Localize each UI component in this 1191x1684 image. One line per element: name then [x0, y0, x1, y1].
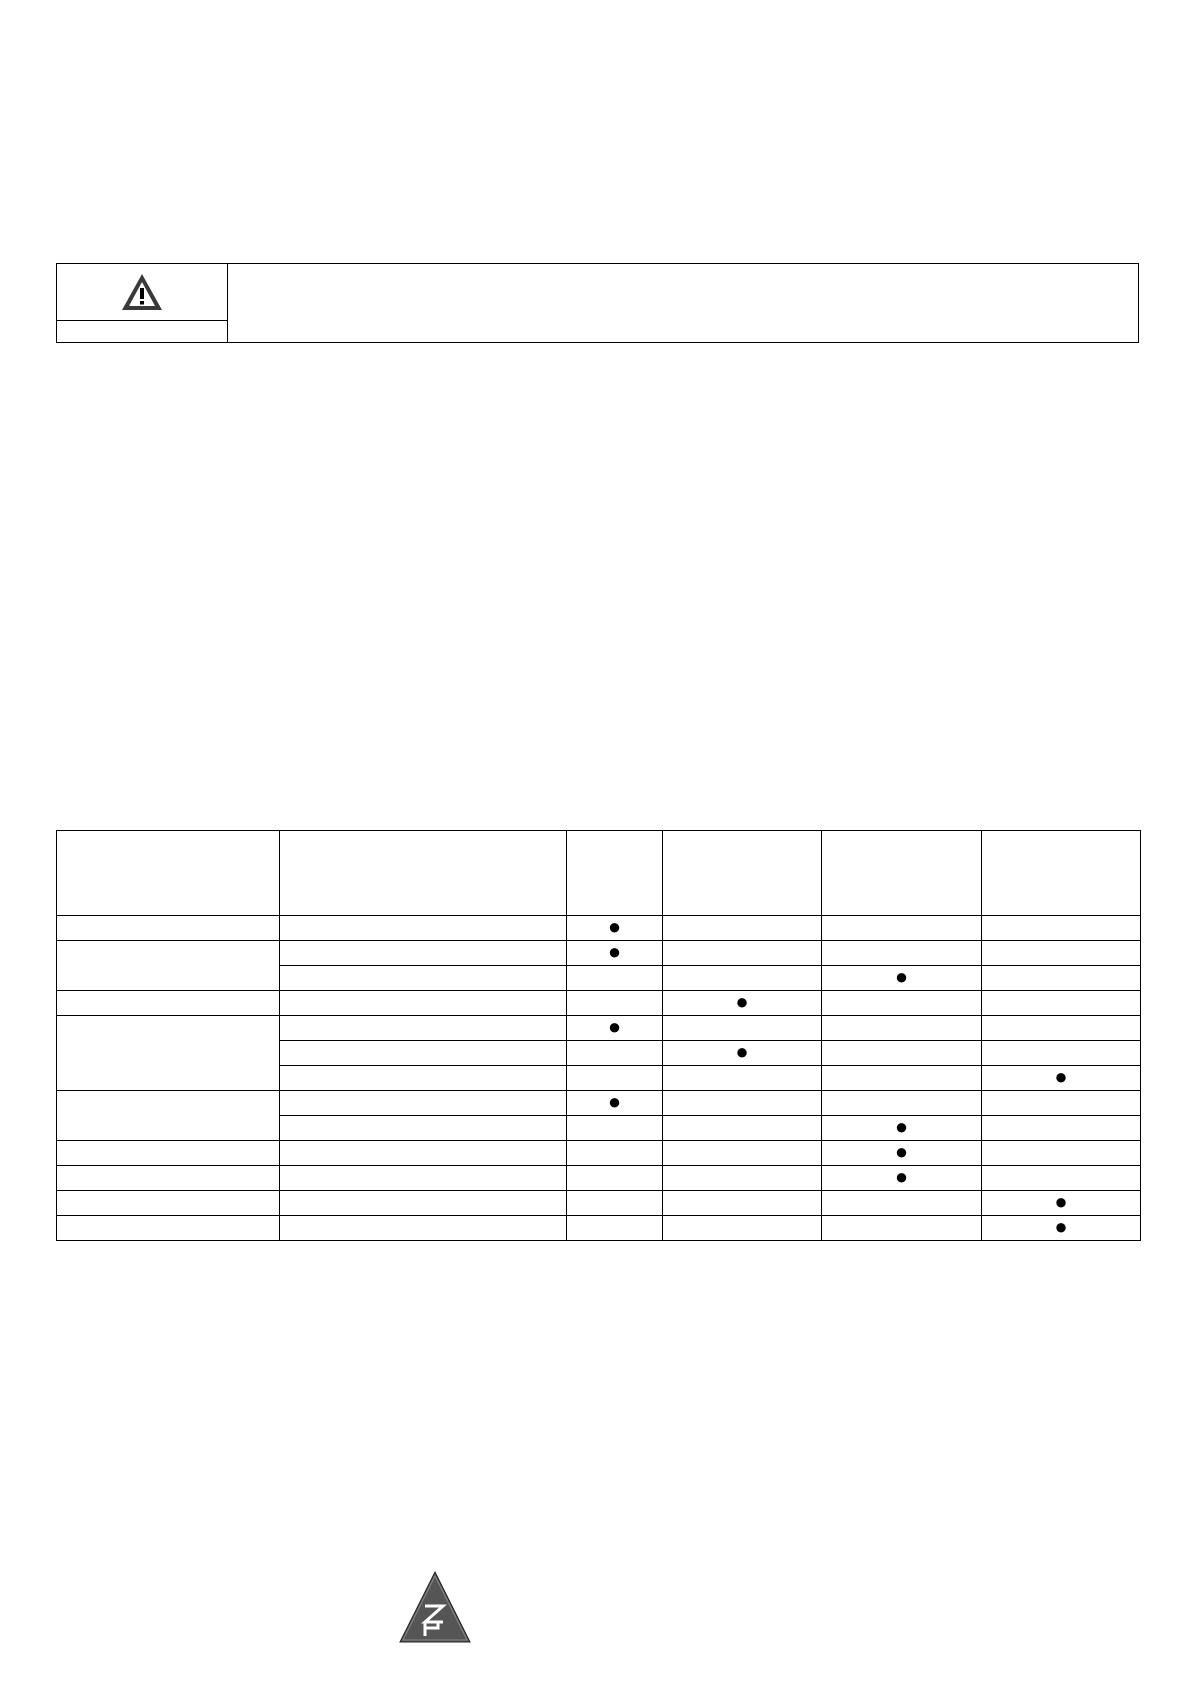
interval-cell: [982, 1116, 1141, 1141]
action-cell: [280, 1016, 567, 1041]
interval-cell: [567, 1066, 663, 1091]
action-cell: [280, 1191, 567, 1216]
action-cell: [280, 1091, 567, 1116]
header-cell-action: [280, 831, 567, 916]
interval-cell: [663, 1091, 822, 1116]
check-dot: ●: [735, 1039, 749, 1064]
table-row: [57, 1016, 1141, 1041]
interval-cell: [567, 1191, 663, 1216]
check-dot: ●: [607, 939, 622, 964]
interval-cell: [663, 1191, 822, 1216]
interval-cell: [567, 1141, 663, 1166]
action-cell: [280, 1066, 567, 1091]
check-dot: ●: [607, 1014, 622, 1039]
header-cell-item: [57, 831, 280, 916]
interval-cell: [663, 941, 822, 966]
interval-cell: [822, 1041, 982, 1066]
header-cell-interval-2: [663, 831, 822, 916]
action-cell: [280, 966, 567, 991]
brand-triangle-logo: [398, 1570, 472, 1644]
interval-cell: [663, 1066, 822, 1091]
interval-cell: [567, 1116, 663, 1141]
interval-cell: [822, 1166, 982, 1191]
table-header-row: [57, 831, 1141, 916]
check-dot: ●: [894, 964, 909, 989]
action-cell: [280, 941, 567, 966]
item-cell: [57, 916, 280, 941]
check-dot: ●: [894, 1164, 909, 1189]
check-dot: ●: [607, 914, 622, 939]
check-dot: ●: [1054, 1214, 1068, 1239]
interval-cell: [822, 1141, 982, 1166]
item-cell: [57, 941, 280, 991]
interval-cell: [567, 916, 663, 941]
warning-label-cell: [57, 321, 228, 343]
interval-cell: [663, 991, 822, 1016]
header-cell-interval-3: [822, 831, 982, 916]
interval-cell: [822, 1116, 982, 1141]
maintenance-schedule-table: [56, 830, 1141, 1241]
interval-cell: [822, 991, 982, 1016]
interval-cell: [567, 991, 663, 1016]
table-row: [57, 1166, 1141, 1191]
warning-triangle-icon: [120, 272, 164, 312]
interval-cell: [822, 1066, 982, 1091]
check-dot: ●: [1054, 1064, 1068, 1089]
interval-cell: [982, 1091, 1141, 1116]
table-row: [57, 1191, 1141, 1216]
interval-cell: [822, 1091, 982, 1116]
warning-text-cell: [228, 264, 1138, 342]
check-dot: ●: [894, 1139, 909, 1164]
table-row: [57, 941, 1141, 966]
action-cell: [280, 1166, 567, 1191]
interval-cell: [663, 1116, 822, 1141]
interval-cell: [982, 1016, 1141, 1041]
interval-cell: [982, 991, 1141, 1016]
check-dot: ●: [607, 1089, 622, 1114]
check-dot: ●: [735, 989, 749, 1014]
interval-cell: [822, 1016, 982, 1041]
interval-cell: [567, 1091, 663, 1116]
interval-cell: [663, 1216, 822, 1241]
interval-cell: [822, 1216, 982, 1241]
interval-cell: [822, 1191, 982, 1216]
action-cell: [280, 1141, 567, 1166]
interval-cell: [982, 1191, 1141, 1216]
action-cell: [280, 1041, 567, 1066]
interval-cell: [982, 1141, 1141, 1166]
interval-cell: [822, 916, 982, 941]
warning-box: [56, 263, 1139, 343]
interval-cell: [982, 966, 1141, 991]
header-cell-interval-1: [567, 831, 663, 916]
table-row: [57, 1091, 1141, 1116]
interval-cell: [982, 1166, 1141, 1191]
item-cell: [57, 1191, 280, 1216]
interval-cell: [822, 941, 982, 966]
item-cell: [57, 1091, 280, 1141]
table-row: [57, 1141, 1141, 1166]
interval-cell: [663, 1141, 822, 1166]
interval-cell: [567, 966, 663, 991]
interval-cell: [567, 1016, 663, 1041]
interval-cell: [663, 1166, 822, 1191]
check-dot: ●: [1054, 1189, 1068, 1214]
interval-cell: [567, 1166, 663, 1191]
action-cell: [280, 1116, 567, 1141]
header-cell-interval-4: [982, 831, 1141, 916]
item-cell: [57, 1216, 280, 1241]
interval-cell: [663, 916, 822, 941]
item-cell: [57, 991, 280, 1016]
interval-cell: [822, 966, 982, 991]
item-cell: [57, 1016, 280, 1091]
interval-cell: [663, 1041, 822, 1066]
table-row: [57, 916, 1141, 941]
interval-cell: [663, 966, 822, 991]
interval-cell: [982, 1216, 1141, 1241]
interval-cell: [663, 1016, 822, 1041]
action-cell: [280, 991, 567, 1016]
interval-cell: [567, 941, 663, 966]
interval-cell: [982, 941, 1141, 966]
table-row: [57, 1216, 1141, 1241]
check-dot: ●: [894, 1114, 909, 1139]
interval-cell: [567, 1041, 663, 1066]
interval-cell: [982, 1066, 1141, 1091]
item-cell: [57, 1141, 280, 1166]
interval-cell: [982, 1041, 1141, 1066]
table-row: [57, 991, 1141, 1016]
interval-cell: [567, 1216, 663, 1241]
warning-icon-cell: [57, 264, 228, 321]
interval-cell: [982, 916, 1141, 941]
item-cell: [57, 1166, 280, 1191]
action-cell: [280, 1216, 567, 1241]
action-cell: [280, 916, 567, 941]
